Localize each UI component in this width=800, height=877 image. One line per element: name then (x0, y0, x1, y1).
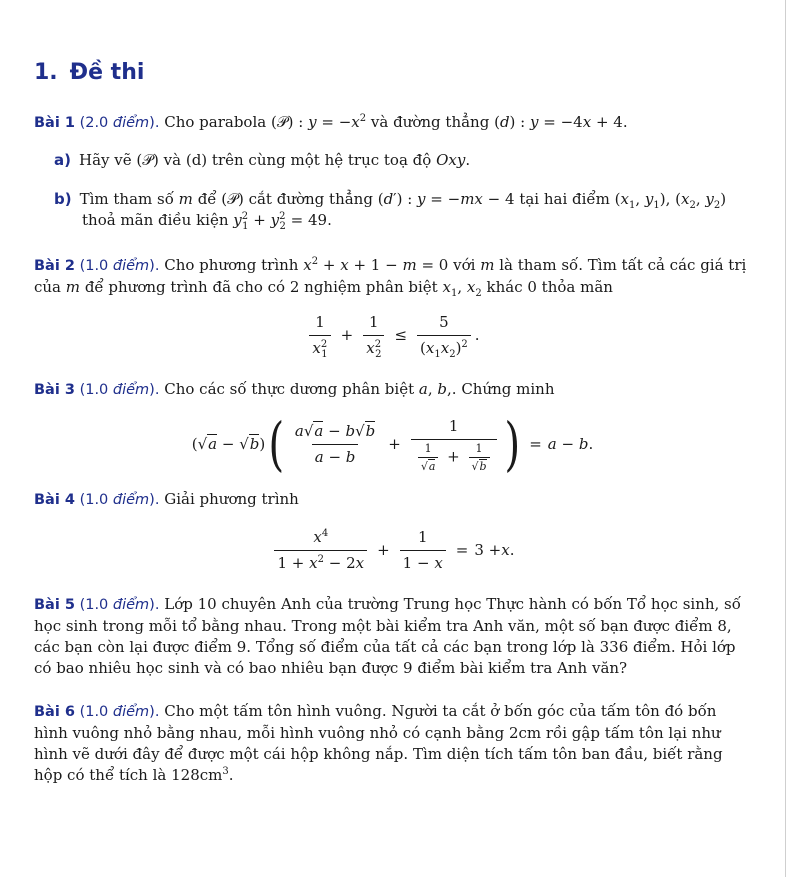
problem-1-tag: Bài 1 (2.0 điểm). (34, 115, 160, 131)
problem-6-tag: Bài 6 (1.0 điểm). (34, 704, 160, 720)
problem-3-formula: (√a − √b) ( $\frac{a√a - b√b}{a - b}$ + 1 $\frac{1}{√a}$ + $\frac{1}{√b}$ ) = a − b . (191, 410, 594, 478)
problem-6: Bài 6 (1.0 điểm). Cho một tấm tôn hình vuông. Người ta cắt ở bốn góc của tấm tôn đó bốn hình vuông nhỏ bằng nhau, mỗi hình vuông nhỏ có cạnh bằng 2cm rồi gập tấm tôn lại như hình vẽ dưới đây để được một cái hộp không nắp. Tìm diện tích tấm tôn ban đầu, biết rằng hộp có thể tích là $128cm^3$. (34, 702, 723, 784)
problem-3-tag: Bài 3 (1.0 điểm). (34, 382, 160, 398)
problem-1-part-a: a) Hãy vẽ (𝒫) và (d) trên cùng một hệ trục toạ độ Oxy. (54, 151, 471, 169)
section-number: 1. (34, 60, 58, 85)
section-heading (34, 60, 144, 85)
problem-4-formula: $\frac{x^4}{1 + x^2 - 2x}$ + $\frac{1}{1 - x}$ = 3 + x . (34, 527, 751, 574)
problem-1: Bài 1 (2.0 điểm). Cho parabola (𝒫) : $y = -x^2$ và đường thẳng (d) : y = −4x + 4. (34, 113, 628, 131)
problem-2-formula: $\frac{1}{x^2_1}$ + $\frac{1}{x^2_2}$ ≤ $\frac{5}{(x_1x_2)^2}$ . (34, 312, 751, 359)
problem-3: Bài 3 (1.0 điểm). Cho các số thực dương phân biệt a, b,. Chứng minh (34, 380, 555, 398)
problem-5-tag: Bài 5 (1.0 điểm). (34, 597, 160, 613)
problem-2: Bài 2 (1.0 điểm). Cho phương trình $x^2 + x + 1 - m = 0$ với m là tham số. Tìm tất cả các giá trị của m để phương trình đã cho có 2 nghiệm phân biệt $x_1$, $x_2$ khác 0 thỏa mãn (34, 256, 747, 299)
problem-5: Bài 5 (1.0 điểm). Lớp 10 chuyên Anh của trường Trung học Thực hành có bốn Tổ học sinh, số học sinh trong mỗi tổ bằng nhau. Trong một bài kiểm tra Anh văn, một số bạn được điểm 8, các bạn còn lại được điểm 9. Tổng số điểm của tất cả các bạn trong lớp là 336 điểm. Hỏi lớp có bao nhiêu học sinh và có bao nhiêu bạn được 9 điểm bài kiểm tra Anh văn? (34, 595, 741, 677)
problem-1-part-b: b) Tìm tham số m để (𝒫) cắt đường thẳng (d′) : y = −mx − 4 tại hai điểm ($x_1$, $y_1$), ($x_2$, $y_2$) thoả mãn điều kiện $y^2_1 + y^2_2 = 49$. (54, 190, 727, 232)
problem-2-tag: Bài 2 (1.0 điểm). (34, 258, 160, 274)
problem-4: Bài 4 (1.0 điểm). Giải phương trình (34, 490, 299, 508)
exam-content (34, 112, 751, 786)
section-title: Đề thi (69, 60, 145, 85)
problem-4-tag: Bài 4 (1.0 điểm). (34, 492, 160, 508)
